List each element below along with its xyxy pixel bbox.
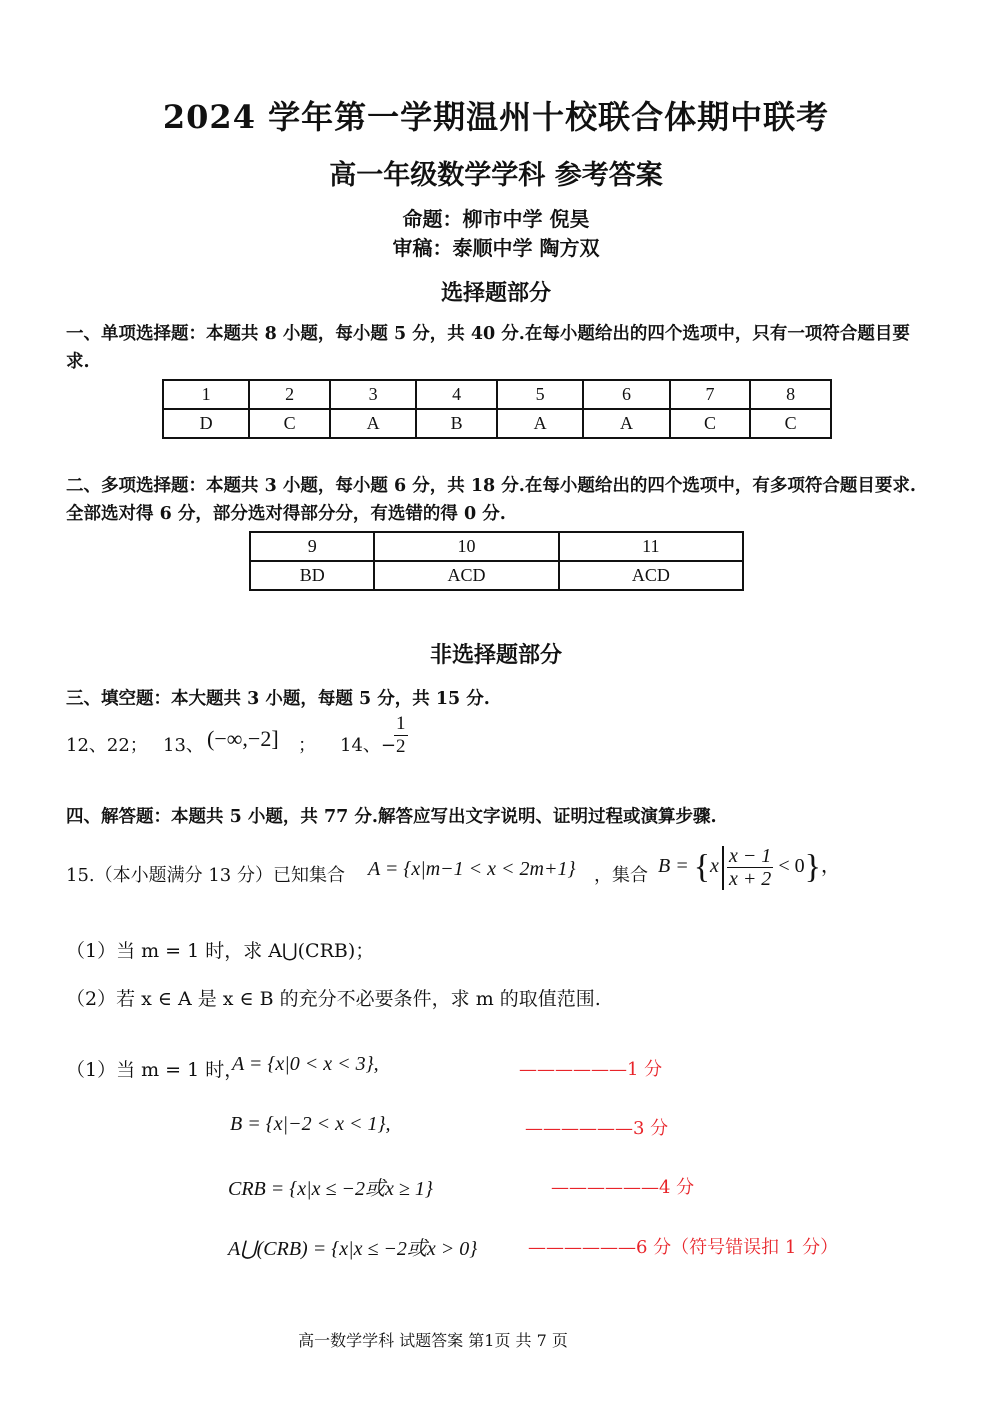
page-subtitle: 高一年级数学学科 参考答案 bbox=[329, 160, 663, 191]
q15-intro: 15.（本小题满分 13 分）已知集合 bbox=[66, 865, 345, 886]
table-cell: B bbox=[416, 409, 497, 438]
q15-mid-text: ，集合 bbox=[594, 865, 648, 886]
fill-in-answer-13: (−∞,−2] bbox=[207, 726, 279, 751]
reviewer-line: 审稿：泰顺中学 陶方双 bbox=[392, 236, 600, 260]
table-cell: 1 bbox=[163, 380, 249, 409]
q15-set-b: B = {x $\frac{x - 1}{x + 2}$ < 0}， bbox=[658, 845, 841, 890]
solution-step3-score: ——————4 分 bbox=[551, 1177, 695, 1198]
fraction-denominator: x + 2 bbox=[728, 868, 772, 890]
table-cell: 11 bbox=[559, 532, 743, 561]
table-cell: D bbox=[163, 409, 249, 438]
table-cell: 3 bbox=[330, 380, 416, 409]
table-row-answers bbox=[163, 409, 831, 438]
solution-step4-score: ——————6 分（符号错误扣 1 分） bbox=[528, 1237, 839, 1258]
solution-step2-score: ——————3 分 bbox=[525, 1118, 669, 1139]
table-cell: 9 bbox=[250, 532, 374, 561]
multi-choice-answer-table bbox=[249, 531, 744, 591]
table-row-numbers bbox=[163, 380, 831, 409]
table-cell: ACD bbox=[374, 561, 558, 590]
solution-step4-math: A⋃(CRB) = {x|x ≤ −2或x > 0} bbox=[228, 1238, 478, 1260]
section-heading-choice: 选择题部分 bbox=[440, 280, 551, 306]
solution-step1-score: ——————1 分 bbox=[519, 1059, 663, 1080]
table-cell: C bbox=[670, 409, 751, 438]
table-cell: 7 bbox=[670, 380, 751, 409]
table-cell: ACD bbox=[559, 561, 743, 590]
page-title: 2024 学年第一学期温州十校联合体期中联考 bbox=[162, 98, 830, 136]
fraction-numerator: 1 bbox=[396, 713, 406, 734]
table-row-numbers bbox=[250, 532, 743, 561]
section4-instructions: 四、解答题：本题共 5 小题，共 77 分.解答应写出文字说明、证明过程或演算步骤. bbox=[66, 807, 717, 827]
solution-step2-math: B = {x|−2 < x < 1}, bbox=[230, 1113, 391, 1135]
single-choice-answer-table bbox=[162, 379, 832, 439]
section1-instructions: 一、单项选择题：本题共 8 小题，每小题 5 分，共 40 分.在每小题给出的四个选项中，只有一项符合题目要求. bbox=[66, 324, 910, 372]
fill-in-label-13: 13、 bbox=[163, 735, 204, 756]
section2-instructions: 二、多项选择题：本题共 3 小题，每小题 6 分，共 18 分.在每小题给出的四个选项中，有多项符合题目要求.全部选对得 6 分，部分选对得部分分，有选错的得 0 分. bbox=[66, 476, 916, 524]
solution-step1-label: （1）当 m = 1 时， bbox=[66, 1059, 244, 1081]
set-b-lhs: B = bbox=[658, 855, 694, 878]
table-cell: A bbox=[497, 409, 583, 438]
q15-set-a: A = {x|m−1 < x < 2m+1} bbox=[368, 858, 576, 880]
table-cell: 2 bbox=[249, 380, 330, 409]
table-cell: 10 bbox=[374, 532, 558, 561]
table-cell: 4 bbox=[416, 380, 497, 409]
solution-step1-math: A = {x|0 < x < 3}, bbox=[232, 1053, 379, 1075]
fill-in-separator: ； bbox=[298, 735, 316, 756]
table-cell: C bbox=[249, 409, 330, 438]
set-b-inequality: < 0 bbox=[778, 855, 805, 878]
set-b-variable: x bbox=[710, 855, 719, 878]
table-cell: C bbox=[750, 409, 831, 438]
fraction-numerator: x − 1 bbox=[728, 845, 772, 867]
set-b-fraction bbox=[727, 845, 773, 890]
table-cell: A bbox=[583, 409, 669, 438]
fill-in-answer-12: 12、22； bbox=[66, 735, 148, 756]
q15-part2: （2）若 x ∈ A 是 x ∈ B 的充分不必要条件，求 m 的取值范围. bbox=[66, 988, 601, 1010]
section-heading-nonchoice: 非选择题部分 bbox=[429, 642, 562, 668]
solution-step3-math: CRB = {x|x ≤ −2或x ≥ 1} bbox=[228, 1178, 433, 1200]
fill-in-answer-14-fraction bbox=[394, 713, 408, 758]
fill-in-label-14: 14、− bbox=[340, 735, 396, 756]
page-footer: 高一数学学科 试题答案 第1页 共 7 页 bbox=[298, 1331, 568, 1350]
table-cell: BD bbox=[250, 561, 374, 590]
table-row-answers bbox=[250, 561, 743, 590]
table-cell: 5 bbox=[497, 380, 583, 409]
table-cell: 6 bbox=[583, 380, 669, 409]
table-cell: A bbox=[330, 409, 416, 438]
set-b-tail: ， bbox=[820, 855, 841, 878]
fraction-denominator: 2 bbox=[396, 736, 406, 757]
table-cell: 8 bbox=[750, 380, 831, 409]
q15-part1: （1）当 m = 1 时，求 A⋃(CRB)； bbox=[66, 940, 375, 962]
section3-instructions: 三、填空题：本大题共 3 小题，每题 5 分，共 15 分. bbox=[66, 689, 490, 709]
author-line: 命题：柳市中学 倪昊 bbox=[402, 207, 590, 231]
